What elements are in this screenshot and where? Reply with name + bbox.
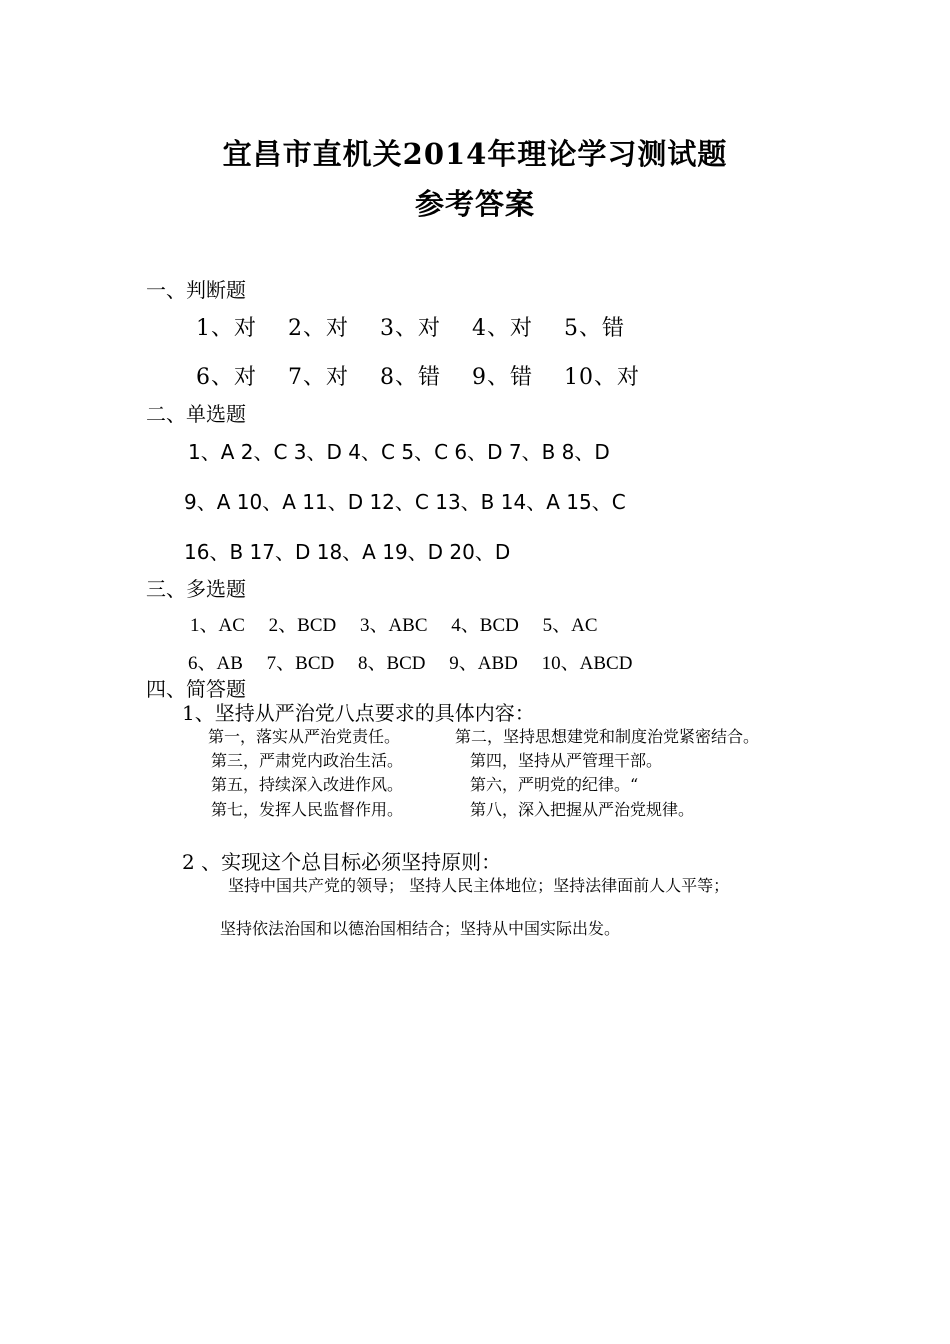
- q1-item-7: 第七，发挥人民监督作用。: [211, 800, 404, 819]
- question-1-heading: 1、坚持从严治党八点要求的具体内容：: [182, 701, 535, 725]
- section-multiple-choice-heading: 三、多选题: [146, 577, 246, 601]
- section-true-false-heading: 一、判断题: [146, 278, 246, 302]
- single-choice-answers-row-1: 1、A 2、C 3、D 4、C 5、C 6、D 7、B 8、D: [188, 440, 610, 464]
- section-short-answer-heading: 四、简答题: [146, 677, 246, 701]
- question-2-heading: 2 、实现这个总目标必须坚持原则：: [182, 850, 502, 874]
- true-false-answers-row-2: 6、对 7、对 8、错 9、错 10、对: [196, 365, 640, 390]
- section-single-choice-heading: 二、单选题: [146, 402, 246, 426]
- multiple-choice-answers-row-1: 1、AC 2、BCD 3、ABC 4、BCD 5、AC: [190, 615, 598, 636]
- single-choice-answers-row-3: 16、B 17、D 18、A 19、D 20、D: [184, 540, 511, 564]
- page-subtitle: 参考答案: [414, 187, 535, 221]
- q1-item-8: 第八，深入把握从严治党规律。: [470, 800, 695, 819]
- single-choice-answers-row-2: 9、A 10、A 11、D 12、C 13、B 14、A 15、C: [184, 490, 626, 514]
- q2-line-2: 坚持依法治国和以德治国相结合；坚持从中国实际出发。: [220, 919, 621, 938]
- q2-line-1: 坚持中国共产党的领导； 坚持人民主体地位；坚持法律面前人人平等；: [228, 876, 730, 895]
- page-title: 宜昌市直机关2014年理论学习测试题: [222, 137, 728, 171]
- q1-item-1: 第一，落实从严治党责任。: [208, 727, 401, 746]
- q1-item-2: 第二，坚持思想建党和制度治党紧密结合。: [455, 727, 760, 746]
- q1-item-6: 第六，严明党的纪律。“: [470, 775, 639, 794]
- q1-item-4: 第四，坚持从严管理干部。: [470, 751, 663, 770]
- true-false-answers-row-1: 1、对 2、对 3、对 4、对 5、错: [196, 316, 625, 341]
- q1-item-3: 第三，严肃党内政治生活。: [211, 751, 404, 770]
- multiple-choice-answers-row-2: 6、AB 7、BCD 8、BCD 9、ABD 10、ABCD: [188, 653, 633, 674]
- q1-item-5: 第五，持续深入改进作风。: [211, 775, 404, 794]
